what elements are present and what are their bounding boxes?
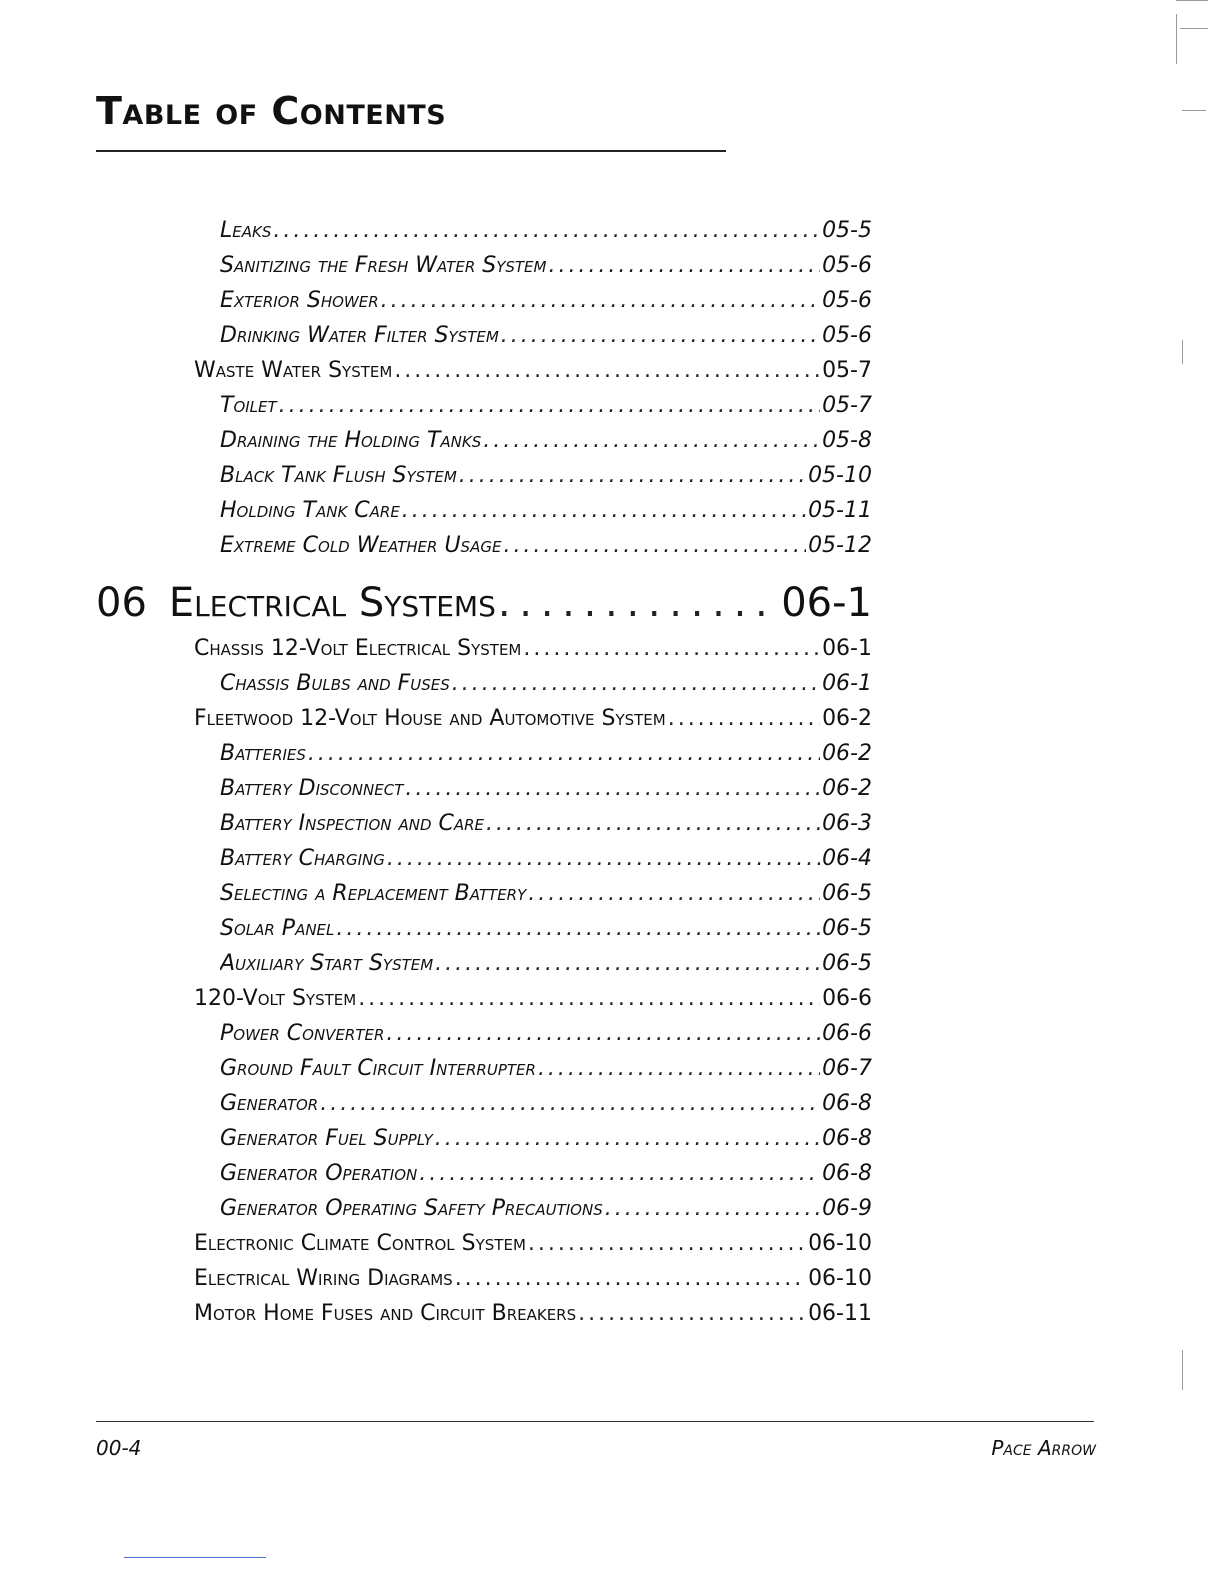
toc-entry[interactable] — [220, 1091, 872, 1116]
toc-entry-page: 06-2 — [822, 741, 872, 766]
toc-entry[interactable] — [220, 323, 872, 348]
toc-chapter[interactable] — [96, 580, 872, 626]
dot-leader — [320, 1091, 820, 1116]
toc-entry-label: Drinking Water Filter System — [220, 323, 499, 348]
toc-section[interactable] — [194, 706, 872, 731]
dot-leader — [381, 288, 820, 313]
toc-entry[interactable] — [220, 846, 872, 871]
toc-entry-page: 06-4 — [822, 846, 872, 871]
toc-entry-page: 06-9 — [822, 1196, 872, 1221]
dot-leader — [498, 580, 779, 626]
dot-leader — [503, 533, 806, 558]
toc-section[interactable] — [194, 1301, 872, 1326]
dot-leader — [402, 498, 806, 523]
toc-entry-page: 05-11 — [808, 498, 872, 523]
toc-section-label: Fleetwood 12-Volt House and Automotive System — [194, 706, 666, 731]
dot-leader — [459, 463, 806, 488]
toc-entry-label: Batteries — [220, 741, 306, 766]
toc-entry[interactable] — [220, 533, 872, 558]
toc-section[interactable] — [194, 636, 872, 661]
toc-entry[interactable] — [220, 951, 872, 976]
toc-entry-label: Solar Panel — [220, 916, 335, 941]
dot-leader — [419, 1161, 820, 1186]
toc-entry-label: Sanitizing the Fresh Water System — [220, 253, 547, 278]
toc-entry-page: 06-5 — [822, 951, 872, 976]
toc-entry[interactable] — [220, 671, 872, 696]
toc-entry-label: Generator Operating Safety Precautions — [220, 1196, 603, 1221]
toc-entry-label: Battery Inspection and Care — [220, 811, 485, 836]
toc-section-label: Chassis 12-Volt Electrical System — [194, 636, 522, 661]
dot-leader — [501, 323, 820, 348]
toc-entry[interactable] — [220, 1196, 872, 1221]
toc-entry-label: Generator — [220, 1091, 319, 1116]
toc-chapter-label: Electrical Systems — [168, 580, 496, 626]
toc-section-label: 120-Volt System — [194, 986, 357, 1011]
toc-entry[interactable] — [220, 1126, 872, 1151]
toc-entry-label: Extreme Cold Weather Usage — [220, 533, 502, 558]
toc-entry-page: 06-8 — [822, 1091, 872, 1116]
toc-entry-label: Generator Operation — [220, 1161, 418, 1186]
toc-entry[interactable] — [220, 428, 872, 453]
toc-entry-label: Battery Charging — [220, 846, 385, 871]
toc-section-label: Electronic Climate Control System — [194, 1231, 526, 1256]
dot-leader — [578, 1301, 806, 1326]
toc-entry[interactable] — [220, 1161, 872, 1186]
toc-entry-label: Leaks — [220, 218, 272, 243]
toc-entry-page: 05-10 — [808, 463, 872, 488]
toc-section-page: 06-6 — [822, 986, 872, 1011]
toc-entry-label: Power Converter — [220, 1021, 385, 1046]
toc-section[interactable] — [194, 1231, 872, 1256]
toc-entry[interactable] — [220, 393, 872, 418]
dot-leader — [279, 393, 820, 418]
toc-entry-label: Selecting a Replacement Battery — [220, 881, 527, 906]
toc-entry[interactable] — [220, 881, 872, 906]
dot-leader — [435, 1126, 820, 1151]
toc-section-page: 05-7 — [822, 358, 872, 383]
toc-entry-page: 06-3 — [822, 811, 872, 836]
toc-entry-page: 05-7 — [822, 393, 872, 418]
toc-entry-page: 05-12 — [808, 533, 872, 558]
toc-entry-label: Draining the Holding Tanks — [220, 428, 482, 453]
toc-entry-label: Ground Fault Circuit Interrupter — [220, 1056, 536, 1081]
footer-page-number: 00-4 — [96, 1436, 142, 1460]
dot-leader — [486, 811, 820, 836]
toc-section[interactable] — [194, 986, 872, 1011]
dot-leader — [483, 428, 820, 453]
dot-leader — [394, 358, 820, 383]
dot-leader — [605, 1196, 820, 1221]
page-title: Table of Contents — [96, 89, 447, 133]
dot-leader — [387, 846, 820, 871]
toc-section-page: 06-10 — [808, 1231, 872, 1256]
toc-section[interactable] — [194, 1266, 872, 1291]
toc-entry-page: 05-5 — [822, 218, 872, 243]
toc-entry-page: 06-6 — [822, 1021, 872, 1046]
toc-chapter-page: 06-1 — [781, 580, 872, 626]
toc-entry-label: Auxiliary Start System — [220, 951, 434, 976]
toc-entry-page: 05-6 — [822, 323, 872, 348]
toc-entry[interactable] — [220, 218, 872, 243]
dot-leader — [548, 253, 820, 278]
toc-section-label: Waste Water System — [194, 358, 393, 383]
dot-leader — [452, 671, 820, 696]
dot-leader — [668, 706, 820, 731]
dot-leader — [528, 1231, 806, 1256]
dot-leader — [405, 776, 820, 801]
toc-section-label: Motor Home Fuses and Circuit Breakers — [194, 1301, 577, 1326]
toc-entry[interactable] — [220, 253, 872, 278]
toc-section-page: 06-2 — [822, 706, 872, 731]
toc-entry-page: 06-8 — [822, 1161, 872, 1186]
toc-entry[interactable] — [220, 1021, 872, 1046]
dot-leader — [308, 741, 820, 766]
scan-artifact-line — [124, 1557, 266, 1558]
dot-leader — [336, 916, 820, 941]
toc-entry[interactable] — [220, 288, 872, 313]
dot-leader — [386, 1021, 820, 1046]
toc-entry-label: Generator Fuel Supply — [220, 1126, 433, 1151]
toc-entry[interactable] — [220, 811, 872, 836]
toc-entry-page: 05-8 — [822, 428, 872, 453]
toc-entry[interactable] — [220, 916, 872, 941]
toc-entry-label: Exterior Shower — [220, 288, 379, 313]
toc-entry[interactable] — [220, 776, 872, 801]
toc-entry[interactable] — [220, 463, 872, 488]
scan-edge-marks — [1176, 0, 1216, 1584]
toc-entry-page: 06-5 — [822, 916, 872, 941]
toc-entry-page: 06-8 — [822, 1126, 872, 1151]
toc-entry-page: 06-2 — [822, 776, 872, 801]
dot-leader — [455, 1266, 806, 1291]
dot-leader — [538, 1056, 820, 1081]
toc-entry-page: 06-7 — [822, 1056, 872, 1081]
toc-entry-label: Chassis Bulbs and Fuses — [220, 671, 450, 696]
toc-entry-page: 05-6 — [822, 253, 872, 278]
toc-entry-label: Toilet — [220, 393, 277, 418]
toc-entry[interactable] — [220, 1056, 872, 1081]
toc-section-page: 06-1 — [822, 636, 872, 661]
toc-entry-page: 05-6 — [822, 288, 872, 313]
toc-section[interactable] — [194, 358, 872, 383]
dot-leader — [528, 881, 820, 906]
dot-leader — [273, 218, 820, 243]
toc-entry-label: Holding Tank Care — [220, 498, 400, 523]
toc-entry-page: 06-5 — [822, 881, 872, 906]
title-divider — [96, 150, 726, 152]
toc-entry-label: Battery Disconnect — [220, 776, 404, 801]
toc-section-label: Electrical Wiring Diagrams — [194, 1266, 453, 1291]
toc-entry-label: Black Tank Flush System — [220, 463, 457, 488]
footer-product-name: Pace Arrow — [991, 1436, 1096, 1460]
toc-entry[interactable] — [220, 498, 872, 523]
toc-section-page: 06-11 — [808, 1301, 872, 1326]
dot-leader — [435, 951, 820, 976]
dot-leader — [358, 986, 820, 1011]
toc-entry[interactable] — [220, 741, 872, 766]
toc-section-page: 06-10 — [808, 1266, 872, 1291]
toc-entry-page: 06-1 — [822, 671, 872, 696]
toc-chapter-number: 06 — [96, 580, 147, 626]
footer-divider — [96, 1421, 1094, 1422]
dot-leader — [523, 636, 820, 661]
